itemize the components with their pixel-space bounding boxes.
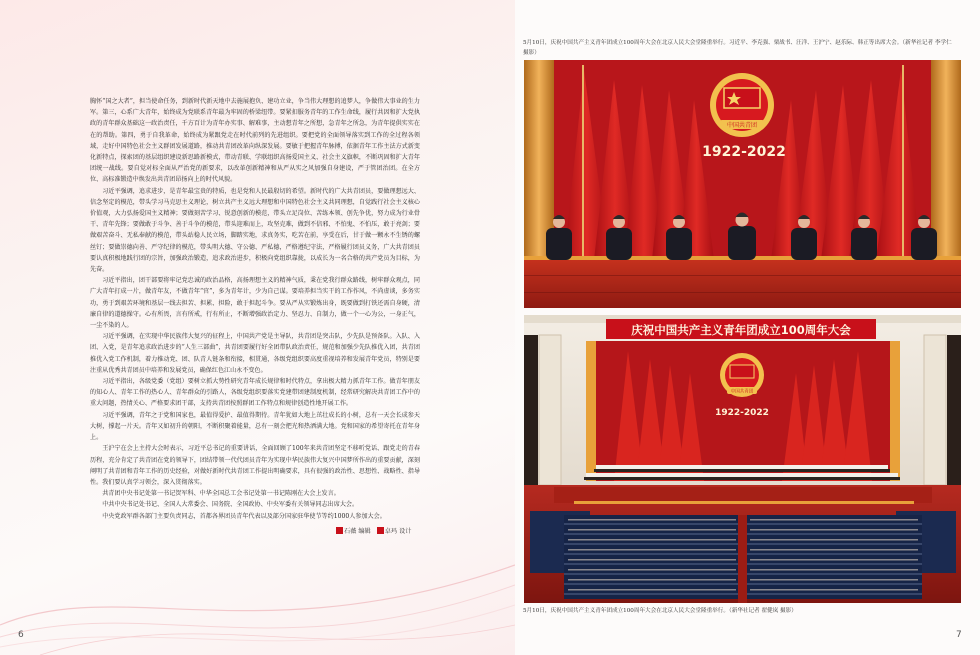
event-banner: 庆祝中国共产主义青年团成立100周年大会	[631, 323, 851, 337]
stage-front	[524, 256, 961, 308]
page-number-left: 6	[18, 630, 24, 640]
article-paragraph: 习近平强调，青年之于党和国家也，最值得爱护、最值得期待。青年犹如大地上茁壮成长的小树，总有一天会长成参天大树，撑起一片天。青年又如初升的朝阳，不断积聚着能量，总有一刻会把光和热洒满大地。党和国家的希望寄托在青年身上。	[90, 411, 420, 442]
anniversary-years: 1922-2022	[702, 144, 786, 160]
article-paragraph: 中央党政军群各部门主要负责同志，首都各界团员青年代表以及部分国家驻华使节等约1000人参加大会。	[102, 512, 386, 520]
photo-leaders-on-stage	[524, 60, 961, 308]
anniversary-years: 1922-2022	[715, 408, 769, 418]
audience-seating	[530, 511, 956, 603]
emblem-text: 中国共青团	[726, 122, 758, 129]
article-paragraph: 习近平指出，各级党委（党组）要树立抓大势性研究青年成长规律和时代特点，拿出极大精力抓青年工作。做青年朋友的知心人、青年工作的热心人、青年群众的引路人，各级党组织要落实党建带团建制度机制，经常研究解决共青团工作中的重大问题，热情关心、严格要求团干部，支持共青团按照群团工作特点和规律创造性地开展工作。	[90, 378, 420, 408]
article-body	[90, 96, 420, 522]
designer-name: 卓玛	[384, 528, 398, 535]
bottom-photo-caption: 5月10日，庆祝中国共产主义青年团成立100周年大会在北京人民大会堂隆重举行。（新华社记者 翟健岚 摄影）	[523, 608, 797, 614]
red-square-marker	[377, 527, 384, 534]
article-paragraph: 中共中央书记处书记、全国人大常委会、国务院、全国政协、中央军委有关领导同志出席大会。	[102, 501, 359, 509]
top-photo-caption: 5月10日，庆祝中国共产主义青年团成立100周年大会在北京人民大会堂隆重举行。习近平、李克强、栗战书、汪洋、王沪宁、赵乐际、韩正等出席大会。（新华社记者 李学仁 摄影）	[523, 40, 952, 56]
editor-role: 编辑	[358, 528, 371, 535]
youth-league-emblem-hall	[720, 353, 764, 397]
emblem-text: 中国共青团	[730, 389, 754, 395]
photo-great-hall-audience	[524, 315, 961, 603]
editor-name: 石薇	[344, 528, 357, 535]
right-page	[515, 0, 980, 655]
red-square-marker	[336, 527, 343, 534]
article-paragraph: 共青团中央书记处第一书记贺军科、中华全国总工会书记处第一书记陈刚在大会上发言。	[102, 490, 340, 498]
article-paragraph: 习近平强调，追求进步，是青年最宝贵的特质，也是党和人民最殷切的希望。新时代的广大共青团员，要做理想远大、信念坚定的模范，带头学习马克思主义理论，树立共产主义远大理想和中国特色社会主义共同理想，自觉践行社会主义核心价值观，大力弘扬爱国主义精神；要做刻苦学习、锐意创新的模范，带头立足岗位、苦练本领、创先争优，努力成为行业骨干、青年先锋；要做敢于斗争、善于斗争的模范，带头迎难而上，攻坚克难，做到不信邪、不怕鬼、不怕压，敢于亮剑；要做艰苦奋斗、无私奉献的模范，带头站稳人民立场，脚踏实地，求真务实，吃苦在前，享受在后，甘于做一颗永不生锈的螺丝钉；要做崇德向善、严守纪律的模范，带头明大德、守公德、严私德，严格遵纪守法，严格履行团员义务，广大共青团员要认真积极地践行团的宗旨，加强政治锻造，追求政治进步，积极向党组织靠拢，以成长为一名合格的共产党员为目标，为先奋。	[90, 187, 420, 274]
article-paragraph: 习近平强调，在实现中华民族伟大复兴的征程上，中国共产党是主导队，共青团是突击队，少先队是预备队。入队、入团、入党，是青年追求政治进步的“人生三部曲”，共青团要履行好全团带队政治责任，规范和加强少先队推优入团，共青团推优入党工作机制，着力推动党、团、队青人链条和衔接，相贯通，各级党组织要高度重视培养和发展青年党员，特别是要注重从优秀共青团员中培养和发展党员，确保红色江山永不变色。	[90, 333, 420, 374]
youth-league-emblem	[710, 73, 774, 137]
designer-role: 设计	[399, 528, 412, 535]
article-paragraph: 胸怀“国之大者”，担当使命任务，到新时代新天地中去施展抱负、建功立业，争当伟大理想的追梦人，争做伟大事业的生力军。第三，心系广大青年，始终成为党联系青年最为牢固的桥梁纽带。要紧扣服务青年的工作生命线，履行共因和扩大党执政的青年群众基础这一政治责任，千方百计为青年办实事、解难事，主动想青年之所想，急青年之所急，为青年提供实实在在的帮助。第四，勇于自我革命，始终成为紧跟党走在时代前列的先进组织。要把党的全面领导落实到工作的全过程各领域，走好中国特色社会主义群团发展道路，推动共青团改革向纵深发展。要敏于把握青年脉搏，依据青年工作主法方式新变化新特点，探索团的基层组织建设新思路新模式，带动青联、学联组织高扬爱国主义、社会主义旗帜，不断巩固和扩大青年团统一战线。要自觉对标全面从严治党的新要求，以改革创新精神和从严从实之风加强自身建设，严于管团治团。在全方位、高标准锻造中焕发出共青团昂扬向上的时代风貌。	[90, 98, 420, 184]
page-number-right: 7	[956, 630, 962, 640]
article-paragraph: 习近平指出，团干部要将牢记党忠诚的政治品格，高扬理想主义的精神气质，秉在党我行群众路线，树牢群众观点，同广大青年打成一片，做青年友，不做青年“官”，多为青年计，少为自己谋。要培养担当实干的工作作风，不尚虚谈，多务实功，勇于到艰苦环境和基层一线去担苦、担累、担险，敢于担起斗争。要从严从实锻炼出身，既要做到打铁还需自身硬，清廉自律的道德操守。心有所畏，言有所戒，行有所止，不断增强政治定力、坚忍力、自制力，做一个一心为公，一身正气，一尘不染的人。	[90, 277, 420, 330]
credits-line	[332, 526, 411, 535]
article-paragraph: 王沪宁在会上主持大会时表示，习近平总书记的重要讲话，全面回顾了100年来共青团坚定不移听党话、跟党走的青春历程，充分肯定了共青团在党的领导下，团结带领一代代团员青年为实现中华民族伟大复兴中国梦所作出的重要贡献，深刻阐明了共青团和青年工作的历史经验，对做好新时代共青团工作提出明确要求，具有很强的政治性、思想性、战略性、指导性。我们要认真学习领会，深入贯彻落实。	[90, 445, 420, 486]
